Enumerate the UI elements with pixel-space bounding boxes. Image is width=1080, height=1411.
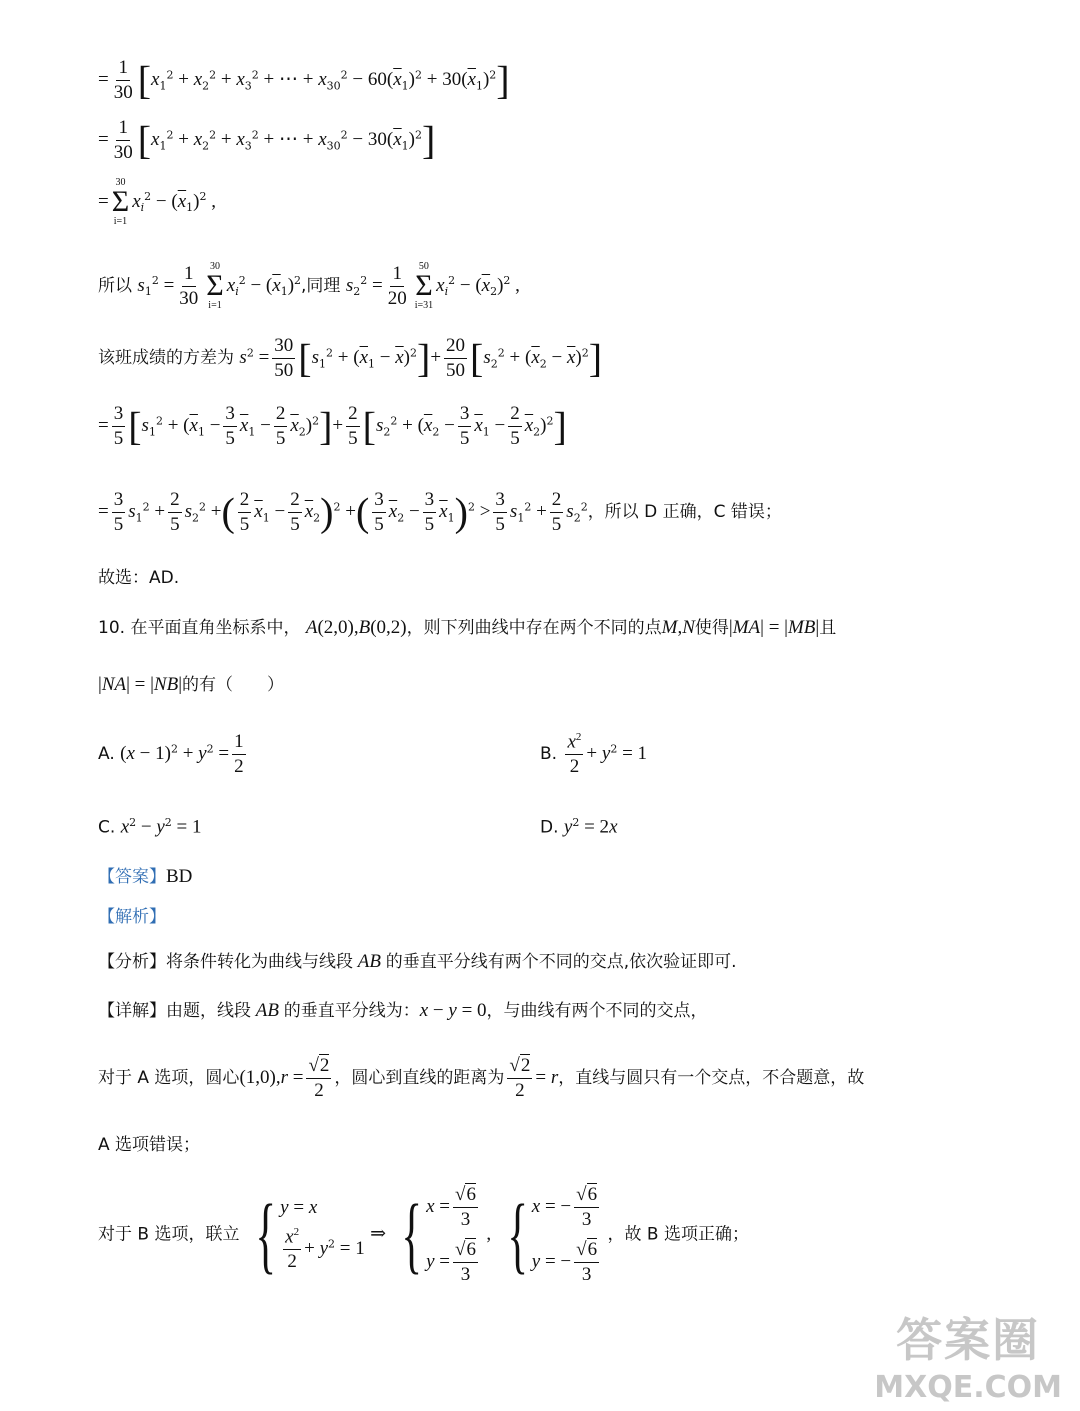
answer-tag: 【答案】	[98, 867, 166, 887]
option-a: A. $(x - 1)^2 + y^2$ = $\frac{1}{2}$	[98, 731, 244, 777]
derivation-line-1: = $\frac{1}{30}$ [$x_1^2 + x_2^2 + x_3^2$ + ⋯ + $x_{30}^2 - 60(\overline{x}_1)^2 + 30(\overline{x}_1)^2$]	[98, 57, 510, 103]
d-correct-text: ，所以 D 正确，C 错误；	[587, 501, 782, 522]
variance-line: 所以 $s_1^2$ = $\frac{1}{30}$ 30 Σ i=1 $x_i^2 - (\overline{x}_1)^2$,同理 $s_2^2$ = $\frac{1}{20}$ 50 Σ i=31 $x_i^2 - (\overline{x}_2)^2$ ,	[98, 261, 520, 311]
conclusion-text: 故选：AD.	[98, 568, 180, 588]
watermark-logo: 答案圈 MXQE.COM	[874, 1313, 1062, 1405]
option-b-analysis: 对于 B 选项，联立 { y = x $\frac{x^2}{2}$ + $y^2 = 1$ ⇒ { x = $\frac{√6}{3}$ y = $\frac{√6}{3}$ , { x = − $\frac{√6}{3}$ y = − $\frac{√6}{3}$ ，故 B 选项正确；	[98, 1184, 749, 1285]
similarly-text: ,同理	[301, 275, 341, 296]
option-d: D. $y^2 = 2x$	[540, 816, 618, 838]
derivation-line-3: = 30 Σ i=1 $x_i^2 - (\overline{x}_1)^2$ ,	[98, 177, 216, 227]
inequality-line: = $\frac{3}{5}$ $s_1^2$ + $\frac{2}{5}$ $s_2^2$ +( $\frac{2}{5}$ $\overline{x}_1$ − $\frac{2}{5}$ $\overline{x}_2)^2$ +( $\frac{3}{5}$ $\overline{x}_2$ − $\frac{3}{5}$ $\overline{x}_1)^2$ > $\frac{3}{5}$ $s_1^2$ + $\frac{2}{5}$ $s_2^2$，所以 D 正确，C 错误；	[98, 489, 782, 535]
analysis-tag: 【解析】	[98, 907, 166, 927]
class-variance-line: 该班成绩的方差为 $s^2$ = $\frac{30}{50}$ $[s_1^2 + (\overline{x}_1 - \overline{x})^2]+$ $\frac{20}{50}$ $[s_2^2 + (\overline{x}_2 - \overline{x})^2]$	[98, 335, 603, 381]
option-c: C. $x^2 - y^2 = 1$	[98, 816, 202, 838]
expansion-line: = $\frac{3}{5}$ [$s_1^2 + (\overline{x}_1$ − $\frac{3}{5}$ $\overline{x}_1$ − $\frac{2}{5}$ $\overline{x}_2)^2]+$ $\frac{2}{5}$ [$s_2^2 + (\overline{x}_2$ − $\frac{3}{5}$ $\overline{x}_1$ − $\frac{2}{5}$ $\overline{x}_2)^2$]	[98, 403, 567, 449]
answer-value: BD	[166, 866, 193, 887]
derivation-line-2: = $\frac{1}{30}$ [$x_1^2 + x_2^2 + x_3^2$ + ⋯ + $x_{30}^2 - 30(\overline{x}_1)^2$]	[98, 117, 436, 163]
option-a-analysis: 对于 A 选项，圆心(1,0),r = $\frac{√2}{2}$ ，圆心到直线的距离为 $\frac{√2}{2}$ = r，直线与圆只有一个交点，不合题意，故	[98, 1055, 865, 1101]
fenxi-line: 【分析】将条件转化为曲线与线段 AB 的垂直平分线有两个不同的交点,依次验证即可.	[98, 951, 737, 972]
option-a-wrong: A 选项错误；	[98, 1135, 201, 1155]
question-10-line-1: 10. 在平面直角坐标系中， A(2,0),B(0,2)，则下列曲线中存在两个不同的点M,N使得|MA| = |MB|且	[98, 617, 837, 638]
question-10-line-2: |NA| = |NB|的有（ ）	[98, 674, 285, 695]
class-variance-text: 该班成绩的方差为	[98, 347, 234, 368]
answer-line	[98, 867, 192, 886]
so-text: 所以	[98, 275, 132, 296]
question-number: 10.	[98, 618, 126, 638]
option-b: B. $\frac{x^2}{2}$ + $y^2 = 1$	[540, 731, 648, 778]
xiangjie-line: 【详解】由题，线段 AB 的垂直平分线为：x − y = 0，与曲线有两个不同的交点，	[98, 1000, 708, 1021]
